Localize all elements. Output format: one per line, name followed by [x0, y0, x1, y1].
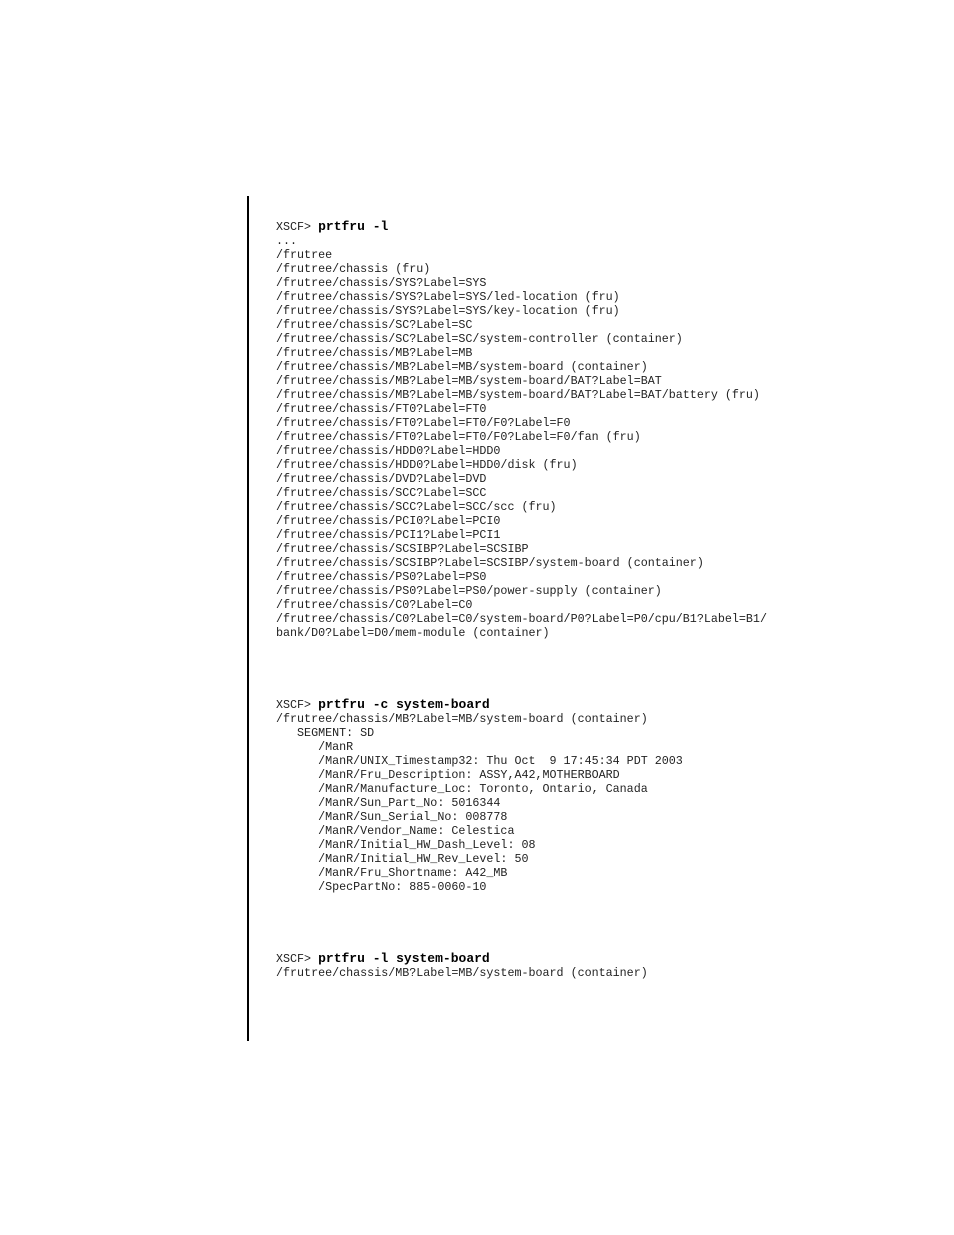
output-line: /frutree/chassis/MB?Label=MB/system-board (container)	[276, 966, 648, 980]
output-line: /frutree/chassis/MB?Label=MB/system-board (container)	[276, 360, 648, 374]
code-example-prtfru-l	[276, 220, 767, 640]
output-line: /frutree/chassis/PS0?Label=PS0/power-supply (container)	[276, 584, 662, 598]
output-line: /ManR/Manufacture_Loc: Toronto, Ontario, Canada	[276, 782, 648, 796]
output-line: /frutree/chassis/DVD?Label=DVD	[276, 472, 487, 486]
output-line: /ManR/Sun_Part_No: 5016344	[276, 796, 501, 810]
change-bar	[247, 196, 249, 1041]
output-line: /frutree/chassis/PS0?Label=PS0	[276, 570, 487, 584]
output-line: /frutree/chassis/SCC?Label=SCC/scc (fru)	[276, 500, 557, 514]
output-line: /ManR/Fru_Shortname: A42_MB	[276, 866, 508, 880]
output-line: /frutree/chassis/SYS?Label=SYS/led-location (fru)	[276, 290, 620, 304]
command-line	[276, 220, 767, 234]
output-line: /frutree/chassis/FT0?Label=FT0	[276, 402, 487, 416]
command: prtfru -l system-board	[318, 951, 490, 966]
output-line: /frutree/chassis/FT0?Label=FT0/F0?Label=F0	[276, 416, 571, 430]
output-line: /frutree	[276, 248, 333, 262]
output-line: bank/D0?Label=D0/mem-module (container)	[276, 626, 550, 640]
output-line: /frutree/chassis/SYS?Label=SYS	[276, 276, 487, 290]
code-example-prtfru-c	[276, 698, 683, 894]
output-line: /ManR	[276, 740, 354, 754]
prompt: XSCF>	[276, 952, 319, 966]
command-output	[276, 234, 767, 640]
output-line: /frutree/chassis/PCI0?Label=PCI0	[276, 514, 501, 528]
output-line: /frutree/chassis (fru)	[276, 262, 431, 276]
output-line: /frutree/chassis/PCI1?Label=PCI1	[276, 528, 501, 542]
code-example-prtfru-l-system-board	[276, 952, 648, 980]
output-line: /frutree/chassis/MB?Label=MB	[276, 346, 473, 360]
output-line: /SpecPartNo: 885-0060-10	[276, 880, 487, 894]
output-line: /frutree/chassis/MB?Label=MB/system-board/BAT?Label=BAT	[276, 374, 662, 388]
output-line: /frutree/chassis/C0?Label=C0/system-board/P0?Label=P0/cpu/B1?Label=B1/	[276, 612, 767, 626]
output-line: /frutree/chassis/SYS?Label=SYS/key-location (fru)	[276, 304, 620, 318]
output-line: /frutree/chassis/SC?Label=SC	[276, 318, 473, 332]
output-line: /ManR/Vendor_Name: Celestica	[276, 824, 515, 838]
output-line: /frutree/chassis/HDD0?Label=HDD0/disk (fru)	[276, 458, 578, 472]
output-line: /frutree/chassis/FT0?Label=FT0/F0?Label=F0/fan (fru)	[276, 430, 641, 444]
output-line: /ManR/Initial_HW_Rev_Level: 50	[276, 852, 529, 866]
output-line: /frutree/chassis/SCC?Label=SCC	[276, 486, 487, 500]
output-line: SEGMENT: SD	[276, 726, 375, 740]
output-line: /ManR/UNIX_Timestamp32: Thu Oct 9 17:45:34 PDT 2003	[276, 754, 683, 768]
command: prtfru -c system-board	[318, 697, 490, 712]
prompt: XSCF>	[276, 698, 319, 712]
output-line: /frutree/chassis/C0?Label=C0	[276, 598, 473, 612]
output-line: ...	[276, 234, 298, 248]
output-line: /ManR/Initial_HW_Dash_Level: 08	[276, 838, 536, 852]
output-line: /frutree/chassis/MB?Label=MB/system-board (container)	[276, 712, 648, 726]
command-output	[276, 966, 648, 980]
command-line	[276, 952, 648, 966]
output-line: /frutree/chassis/SCSIBP?Label=SCSIBP/system-board (container)	[276, 556, 704, 570]
output-line: /ManR/Fru_Description: ASSY,A42,MOTHERBOARD	[276, 768, 620, 782]
output-line: /ManR/Sun_Serial_No: 008778	[276, 810, 508, 824]
command: prtfru -l	[318, 219, 389, 234]
output-line: /frutree/chassis/HDD0?Label=HDD0	[276, 444, 501, 458]
command-output	[276, 712, 683, 894]
prompt: XSCF>	[276, 220, 319, 234]
command-line	[276, 698, 683, 712]
output-line: /frutree/chassis/SC?Label=SC/system-controller (container)	[276, 332, 683, 346]
output-line: /frutree/chassis/MB?Label=MB/system-board/BAT?Label=BAT/battery (fru)	[276, 388, 760, 402]
output-line: /frutree/chassis/SCSIBP?Label=SCSIBP	[276, 542, 529, 556]
